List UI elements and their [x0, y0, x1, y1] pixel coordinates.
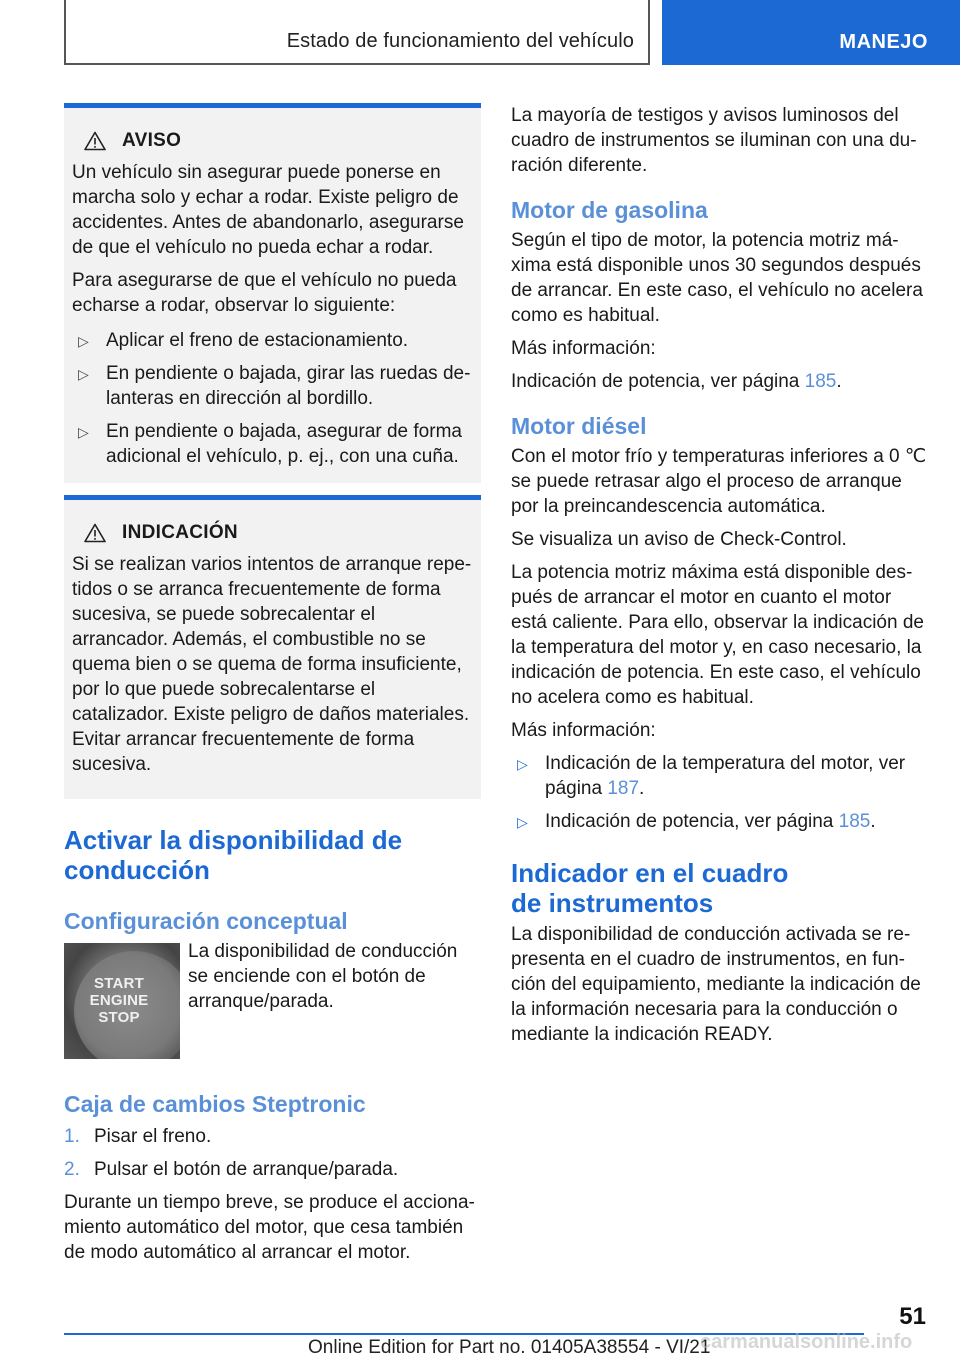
diesel-text-2: Se visualiza un aviso de Check-Control. [511, 529, 847, 550]
chapter-tab-label: MANEJO [839, 31, 928, 53]
heading-configuracion: Configuración conceptual [64, 908, 348, 934]
right-column [511, 103, 929, 1047]
watermark: carmanualsonline.info [700, 1331, 913, 1353]
aviso-text-2: Para asegurarse de que el vehículo no pueda echarse a rodar, observar lo siguiente: [72, 270, 457, 316]
triangle-bullet-icon: ▷ [78, 333, 89, 349]
page-link-185[interactable]: 185 [804, 371, 837, 392]
start-button-label: START ENGINE STOP [89, 975, 149, 1026]
aviso-header [84, 130, 473, 152]
list-item: 2. Pulsar el botón de arranque/parada. [64, 1159, 399, 1180]
section-title-box [64, 0, 650, 65]
heading-indicador: Indicador en el cuadro de instrumentos [511, 858, 789, 918]
mas-info-2: Más información: [511, 720, 656, 741]
chapter-tab[interactable] [662, 0, 960, 65]
page-link-187[interactable]: 187 [607, 778, 640, 799]
triangle-bullet-icon: ▷ [517, 814, 528, 830]
page-header [0, 0, 960, 68]
aviso-label: AVISO [122, 130, 182, 151]
potencia-ref: Indicación de potencia, ver página 185. [511, 371, 842, 392]
heading-diesel: Motor diésel [511, 413, 647, 439]
list-item: ▷ Aplicar el freno de estacionamiento. [72, 328, 473, 353]
triangle-bullet-icon: ▷ [78, 366, 89, 382]
triangle-bullet-icon: ▷ [78, 424, 89, 440]
refs-list [511, 751, 929, 834]
aviso-box [64, 103, 481, 483]
indicacion-text: Si se realizan varios intentos de arranque repetidos o se arranca frecuentemente de forma sucesiva, se puede sobrecalentar el arrancador. Además, el combustible no se quema bien o se quema de forma insuficiente, por lo que puede sobrecalentarse el catalizador. Existe peligro de daños materiales. Evitar arrancar frecuentemente de forma sucesiva. [72, 554, 472, 775]
caja-text: Durante un tiempo breve, se produce el accionamiento automático del motor, que cesa también de modo automático al arrancar el motor. [64, 1192, 475, 1263]
intro-text: La mayoría de testigos y avisos luminosos del cuadro de instrumentos se iluminan con una duración diferente. [511, 105, 917, 176]
list-item: ▷ Indicación de potencia, ver página 185. [511, 809, 929, 834]
warning-triangle-icon [84, 131, 106, 151]
aviso-list [72, 328, 473, 469]
heading-gasolina: Motor de gasolina [511, 197, 708, 223]
triangle-bullet-icon: ▷ [517, 756, 528, 772]
list-item: ▷ Indicación de la temperatura del motor, ver página 187. [517, 753, 906, 799]
indicacion-header [84, 522, 473, 544]
indicador-text: La disponibilidad de conducción activada se representa en el cuadro de instrumentos, en función del equipamiento, mediante la indicación de la información necesaria para la conducción o mediante la indicación READY. [511, 924, 921, 1045]
aviso-text-1: Un vehículo sin asegurar puede ponerse en marcha solo y echar a rodar. Existe peligro de accidentes. Antes de abandonarlo, asegurarse de que el vehículo no pueda echar a rodar. [72, 162, 464, 258]
gasolina-text: Según el tipo de motor, la potencia motriz máxima está disponible unos 30 segundos después de arrancar. En este caso, el vehículo no acelera como es habitual. [511, 230, 923, 326]
indicacion-box [64, 495, 481, 799]
left-column [64, 103, 481, 1265]
diesel-text-3: La potencia motriz máxima está disponible después de arrancar el motor en cuanto el motor está caliente. Para ello, observar la indicación de la temperatura del motor y, en caso necesario, la indicación de potencia. En este caso, el vehículo no acelera como es habitual. [511, 562, 924, 708]
page-link-185[interactable]: 185 [838, 811, 871, 832]
indicacion-label: INDICACIÓN [122, 522, 238, 543]
start-engine-stop-image [64, 943, 180, 1059]
page-number: 51 [899, 1303, 926, 1330]
heading-activar: Activar la disponibilidad de conducción [64, 825, 403, 885]
list-item: ▷ En pendiente o bajada, girar las ruedas delanteras en dirección al bordillo. [78, 363, 471, 409]
config-text: La disponibilidad de conducción se enciende con el botón de arranque/parada. [188, 941, 458, 1012]
warning-triangle-icon [84, 523, 106, 543]
diesel-text-1: Con el motor frío y temperaturas inferiores a 0 ℃ se puede retrasar algo el proceso de arranque por la preincandescencia automática. [511, 446, 927, 517]
config-section [64, 939, 481, 1074]
list-item: ▷ En pendiente o bajada, asegurar de forma adicional el vehículo, p. ej., con una cuña. [78, 421, 462, 467]
edition-text: Online Edition for Part no. 01405A38554 - VI/21 [308, 1337, 711, 1358]
mas-info-1: Más información: [511, 338, 656, 359]
list-item: 1. Pisar el freno. [64, 1126, 212, 1147]
heading-caja: Caja de cambios Steptronic [64, 1091, 366, 1117]
steps-list [64, 1124, 481, 1182]
section-title: Estado de funcionamiento del vehículo [286, 30, 634, 52]
